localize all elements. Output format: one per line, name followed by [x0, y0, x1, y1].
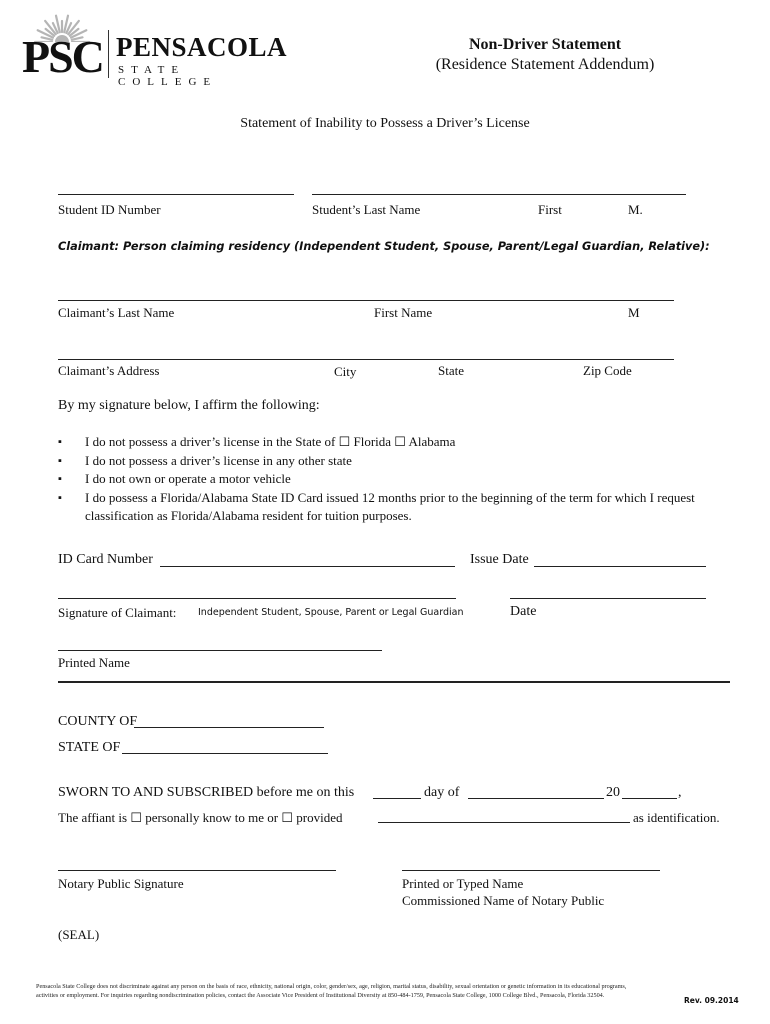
- student-id-field[interactable]: [58, 194, 294, 195]
- issue-date-field[interactable]: [534, 566, 706, 567]
- sworn-month-field[interactable]: [468, 798, 604, 799]
- signature-label: Signature of Claimant:: [58, 605, 177, 620]
- id-card-label: ID Card Number: [58, 552, 153, 567]
- student-name-field[interactable]: [312, 194, 686, 195]
- claimant-name-field[interactable]: [58, 300, 674, 301]
- statement-title: Statement of Inability to Possess a Driver’s License: [240, 116, 530, 131]
- sworn-label: SWORN TO AND SUBSCRIBED before me on this: [58, 785, 355, 800]
- notary-commissioned-label: Commissioned Name of Notary Public: [402, 893, 605, 908]
- claimant-address-label: Claimant’s Address: [58, 363, 160, 378]
- signature-date-label: Date: [510, 604, 537, 619]
- claimant-signature-field[interactable]: [58, 598, 456, 599]
- seal-label: (SEAL): [58, 927, 100, 942]
- claimant-city-label: City: [334, 364, 357, 379]
- signature-date-field[interactable]: [510, 598, 706, 599]
- logo-divider: [108, 30, 109, 78]
- provided-checkbox[interactable]: ☐: [281, 810, 294, 825]
- issue-date-label: Issue Date: [470, 552, 529, 567]
- student-first-label: First: [538, 202, 562, 217]
- logo-mark: PSC: [22, 31, 103, 82]
- notary-signature-label: Notary Public Signature: [58, 876, 184, 891]
- identification-field[interactable]: [378, 822, 630, 823]
- florida-checkbox[interactable]: ☐: [338, 434, 351, 449]
- affiant-line: The affiant is ☐ personally know to me or ☐ provided: [58, 810, 343, 825]
- claimant-first-name-label: First Name: [374, 305, 433, 320]
- affirm-intro: By my signature below, I affirm the following:: [58, 398, 320, 413]
- nondiscrimination-footer: [36, 983, 672, 1000]
- form-header: [380, 36, 710, 74]
- claimant-middle-label: M: [628, 305, 640, 320]
- personally-known-checkbox[interactable]: ☐: [130, 810, 142, 825]
- county-label: COUNTY OF: [58, 714, 138, 729]
- identification-suffix: as identification.: [633, 810, 720, 825]
- claimant-address-field[interactable]: [58, 359, 674, 360]
- state-of-field[interactable]: [122, 753, 328, 754]
- form-title: Non-Driver Statement: [468, 36, 622, 53]
- student-id-label: Student ID Number: [58, 202, 161, 217]
- notary-signature-field[interactable]: [58, 870, 336, 871]
- list-item: ▪ I do not possess a driver’s license in any other state: [58, 452, 708, 471]
- printed-name-field[interactable]: [58, 650, 382, 651]
- logo-subtitle: STATE COLLEGE: [118, 64, 218, 88]
- signature-sublabel: Independent Student, Spouse, Parent or Legal Guardian: [198, 607, 464, 618]
- notary-printed-name-label: Printed or Typed Name: [402, 876, 524, 891]
- section-divider: [58, 681, 730, 683]
- revision-label: Rev. 09.2014: [684, 996, 739, 1005]
- list-item: ▪ I do possess a Florida/Alabama State ID Card issued 12 months prior to the beginning of the term for which I request classification as Florida/Alabama resident for tuition purposes.: [58, 489, 708, 526]
- affirmation-list: [58, 433, 708, 526]
- claimant-zip-label: Zip Code: [583, 363, 632, 378]
- list-item: ▪ I do not own or operate a motor vehicle: [58, 470, 708, 489]
- id-card-field[interactable]: [160, 566, 455, 567]
- sworn-day-field[interactable]: [373, 798, 421, 799]
- year-suffix-label: ,: [678, 785, 682, 800]
- footer-line-2: activities or employment. For inquiries regarding nondiscrimination policies, contact the Associate Vice President of Institutional Diversity at 850-484-1759, Pensacola State College, 1000 College Blvd., Pensacola, Florida 32504.: [36, 991, 605, 999]
- sworn-year-field[interactable]: [622, 798, 677, 799]
- college-logo: [22, 12, 288, 88]
- year-prefix-label: 20: [606, 785, 620, 800]
- claimant-heading: Claimant: Person claiming residency (Independent Student, Spouse, Parent/Legal Guardian, Relative):: [58, 240, 710, 253]
- claimant-last-name-label: Claimant’s Last Name: [58, 305, 175, 320]
- state-of-label: STATE OF: [58, 740, 121, 755]
- day-of-label: day of: [424, 785, 460, 800]
- student-middle-label: M.: [628, 202, 643, 217]
- footer-line-1: Pensacola State College does not discriminate against any person on the basis of race, ethnicity, national origin, color, gender/sex, age, religion, marital status, disability, sexual orientation or genetic information in its educational programs,: [36, 983, 627, 990]
- form-subtitle: (Residence Statement Addendum): [435, 56, 655, 73]
- county-field[interactable]: [134, 727, 324, 728]
- list-item: ▪ I do not possess a driver’s license in the State of ☐ Florida ☐ Alabama: [58, 433, 708, 452]
- alabama-checkbox[interactable]: ☐: [394, 434, 406, 449]
- logo-name: PENSACOLA: [116, 32, 288, 62]
- notary-printed-name-field[interactable]: [402, 870, 660, 871]
- student-last-name-label: Student’s Last Name: [312, 202, 421, 217]
- claimant-state-label: State: [438, 363, 464, 378]
- printed-name-label: Printed Name: [58, 655, 130, 670]
